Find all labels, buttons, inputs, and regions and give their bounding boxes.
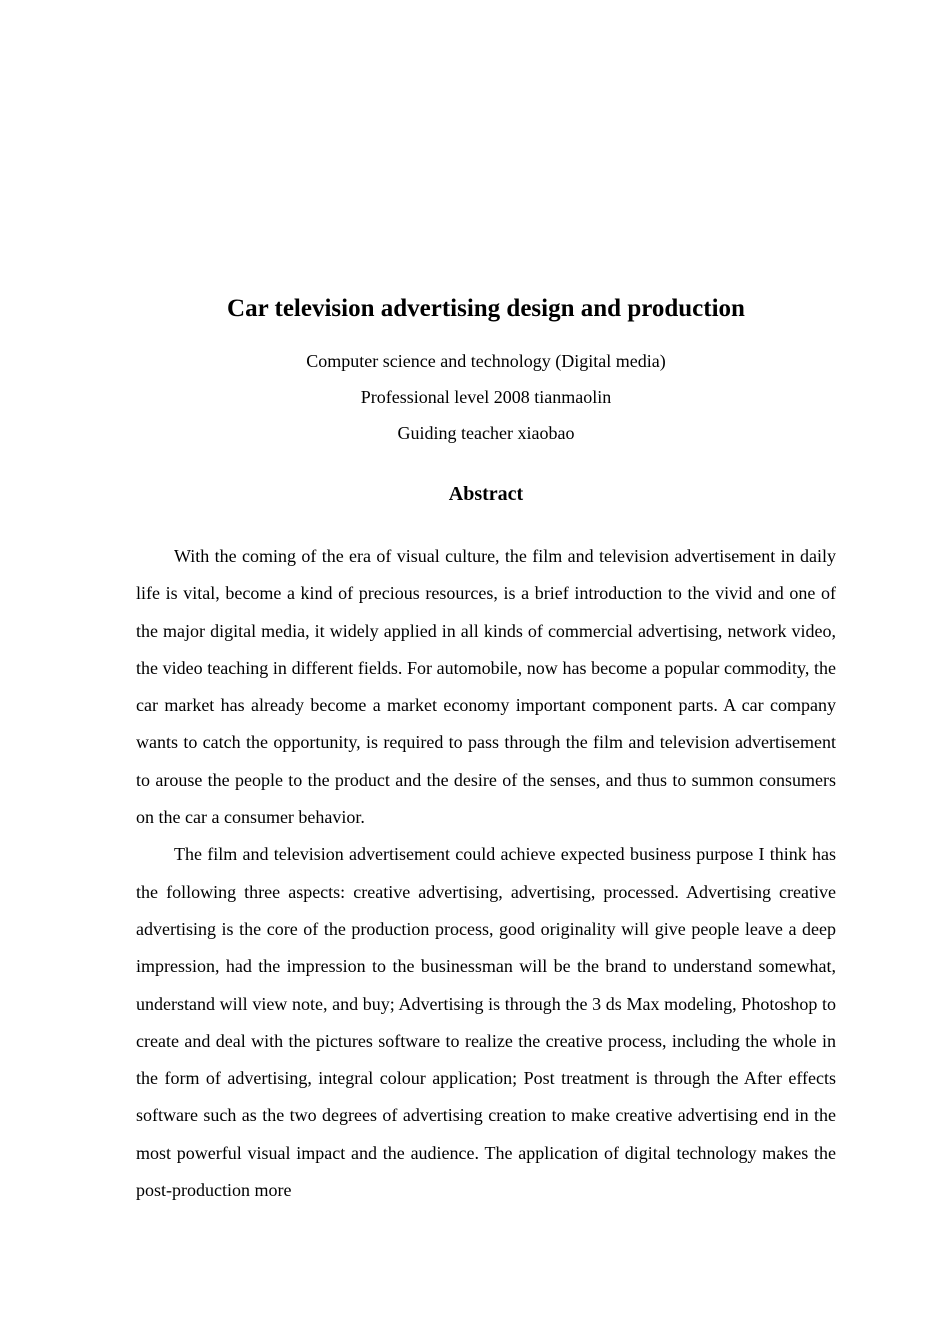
abstract-paragraph: The film and television advertisement could achieve expected business purpose I think has the following three aspects: creative advertising, advertising, processed. Advertising creative advertising is the core of the production process, good originality will give people leave a deep impression, had the impression to the businessman will be the brand to understand somewhat, understand will view note, and buy; Advertising is through the 3 ds Max modeling, Photoshop to create and deal with the pictures software to realize the creative process, including the whole in the form of advertising, integral colour application; Post treatment is through the After effects software such as the two degrees of advertising creation to make creative advertising end in the most powerful visual impact and the audience. The application of digital technology makes the post-production more [136,844,836,1201]
abstract-heading: Abstract [448,483,524,505]
abstract-paragraph: With the coming of the era of visual culture, the film and television advertisement in daily life is vital, become a kind of precious resources, is a brief introduction to the vivid and one of the major digital media, it widely applied in all kinds of commercial advertising, network video, the video teaching in different fields. For automobile, now has become a popular commodity, the car market has already become a market economy important component parts. A car company wants to catch the opportunity, is required to pass through the film and television advertisement to arouse the people to the product and the desire of the senses, and thus to summon consumers on the car a consumer behavior. [136,546,836,828]
author-line-teacher: Guiding teacher xiaobao [397,423,575,443]
author-line-major: Computer science and technology (Digital media) [306,351,666,371]
author-line-student: Professional level 2008 tianmaolin [360,387,612,407]
document-title: Car television advertising design and production [227,295,745,322]
abstract-body [136,538,836,1209]
